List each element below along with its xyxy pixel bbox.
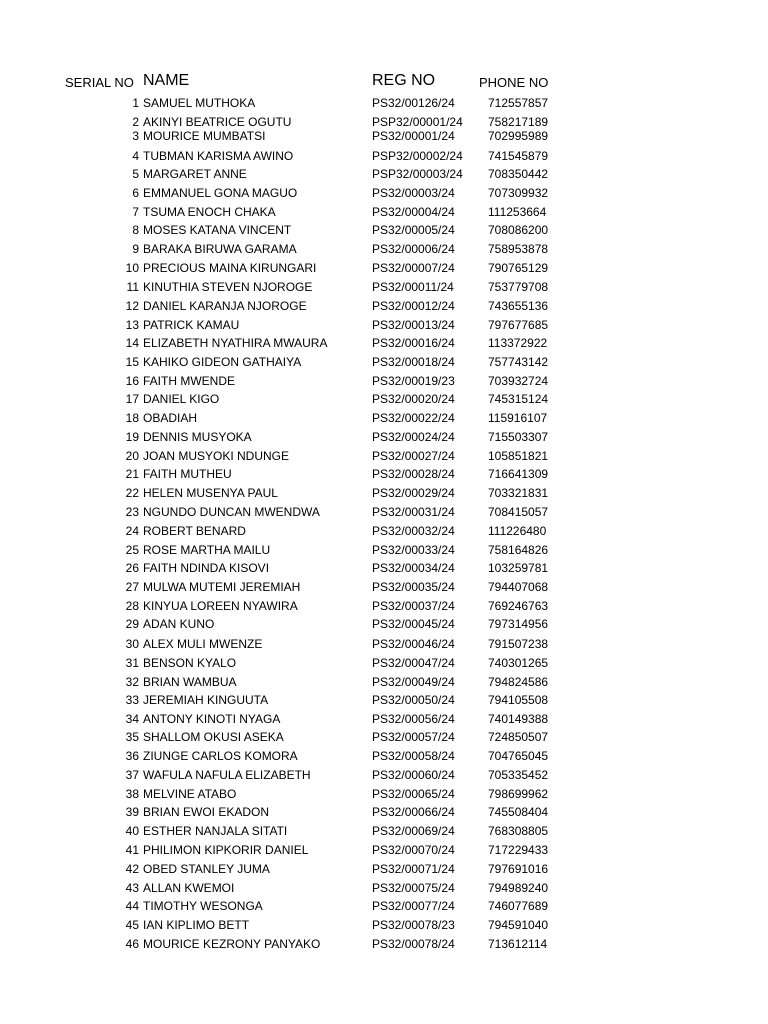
phone-no-cell: 705335452 xyxy=(488,768,549,782)
phone-no-cell: 113372922 xyxy=(488,336,548,350)
serial-number-cell: 7 xyxy=(132,205,139,219)
serial-number-cell: 3 xyxy=(132,129,139,143)
name-cell: ROSE MARTHA MAILU xyxy=(143,543,271,557)
phone-no-cell: 103259781 xyxy=(488,561,549,575)
phone-no-cell: 753779708 xyxy=(488,280,549,294)
phone-no-cell: 708415057 xyxy=(488,505,549,519)
reg-no-cell: PS32/00078/23 xyxy=(372,918,455,932)
list-row xyxy=(0,823,768,839)
reg-no-cell: PS32/00024/24 xyxy=(372,430,455,444)
name-cell: ROBERT BENARD xyxy=(143,524,246,538)
name-cell: BENSON KYALO xyxy=(143,656,237,670)
name-cell: ANTONY KINOTI NYAGA xyxy=(143,712,281,726)
serial-number-cell: 44 xyxy=(125,899,139,913)
name-cell: SAMUEL MUTHOKA xyxy=(143,96,256,110)
serial-number-cell: 32 xyxy=(125,675,139,689)
phone-no-cell: 712557857 xyxy=(488,96,549,110)
list-row xyxy=(0,636,768,652)
phone-no-cell: 768308805 xyxy=(488,824,549,838)
list-row xyxy=(0,917,768,933)
reg-no-cell: PSP32/00002/24 xyxy=(372,149,463,163)
phone-no-cell: 794591040 xyxy=(488,918,549,932)
name-header: NAME xyxy=(143,72,190,89)
phone-no-cell: 797314956 xyxy=(488,617,549,631)
list-row xyxy=(0,95,768,111)
list-row xyxy=(0,204,768,220)
reg-no-cell: PS32/00001/24 xyxy=(372,129,455,143)
serial-number-cell: 17 xyxy=(125,392,139,406)
name-cell: PRECIOUS MAINA KIRUNGARI xyxy=(143,261,317,275)
phone-no-cell: 111253664 xyxy=(488,205,547,219)
phone-no-cell: 758953878 xyxy=(488,242,549,256)
reg-no-cell: PS32/00004/24 xyxy=(372,205,455,219)
list-row xyxy=(0,260,768,276)
phone-no-cell: 790765129 xyxy=(488,261,549,275)
name-cell: TUBMAN KARISMA AWINO xyxy=(143,149,294,163)
list-row xyxy=(0,373,768,389)
serial-number-cell: 42 xyxy=(125,862,139,876)
name-cell: ADAN KUNO xyxy=(143,617,215,631)
name-cell: AKINYI BEATRICE OGUTU xyxy=(143,115,292,129)
serial-number-cell: 46 xyxy=(125,937,139,951)
list-row xyxy=(0,655,768,671)
reg-no-cell: PS32/00050/24 xyxy=(372,693,455,707)
phone-no-cell: 740149388 xyxy=(488,712,549,726)
serial-number-cell: 30 xyxy=(125,637,139,651)
list-row xyxy=(0,880,768,896)
reg-no-cell: PS32/00071/24 xyxy=(372,862,455,876)
list-row xyxy=(0,804,768,820)
phone-no-cell: 746077689 xyxy=(488,899,549,913)
list-row xyxy=(0,485,768,501)
serial-number-cell: 34 xyxy=(125,712,139,726)
serial-number-cell: 40 xyxy=(125,824,139,838)
name-cell: KAHIKO GIDEON GATHAIYA xyxy=(143,355,302,369)
name-cell: JOAN MUSYOKI NDUNGE xyxy=(143,449,290,463)
reg-no-cell: PS32/00034/24 xyxy=(372,561,455,575)
serial-number-cell: 25 xyxy=(125,543,139,557)
serial-number-cell: 23 xyxy=(125,505,139,519)
serial-number-cell: 35 xyxy=(125,730,139,744)
name-cell: FAITH MUTHEU xyxy=(143,467,232,481)
list-row xyxy=(0,729,768,745)
serial-number-cell: 11 xyxy=(126,280,139,294)
name-cell: ZIUNGE CARLOS KOMORA xyxy=(143,749,298,763)
reg-no-cell: PS32/00011/24 xyxy=(372,280,454,294)
name-cell: ELIZABETH NYATHIRA MWAURA xyxy=(143,336,328,350)
list-row xyxy=(0,222,768,238)
list-row xyxy=(0,598,768,614)
name-cell: SHALLOM OKUSI ASEKA xyxy=(143,730,284,744)
reg-no-cell: PS32/00032/24 xyxy=(372,524,455,538)
phone-no-cell: 794407068 xyxy=(488,580,549,594)
list-row xyxy=(0,898,768,914)
list-row xyxy=(0,936,768,952)
name-cell: OBED STANLEY JUMA xyxy=(143,862,270,876)
list-row xyxy=(0,185,768,201)
list-row xyxy=(0,317,768,333)
phone-no-cell: 797677685 xyxy=(488,318,549,332)
name-cell: MARGARET ANNE xyxy=(143,167,247,181)
name-cell: EMMANUEL GONA MAGUO xyxy=(143,186,298,200)
phone-no-cell: 745508404 xyxy=(488,805,549,819)
reg-no-cell: PS32/00033/24 xyxy=(372,543,455,557)
serial-number-cell: 19 xyxy=(125,430,139,444)
phone-no-cell: 794824586 xyxy=(488,675,549,689)
list-row xyxy=(0,767,768,783)
reg-no-cell: PS32/00065/24 xyxy=(372,787,455,801)
name-cell: FAITH NDINDA KISOVI xyxy=(143,561,270,575)
serial-number-cell: 29 xyxy=(125,617,139,631)
name-cell: IAN KIPLIMO BETT xyxy=(143,918,250,932)
name-cell: BARAKA BIRUWA GARAMA xyxy=(143,242,297,256)
phone-no-cell: 704765045 xyxy=(488,749,549,763)
list-row xyxy=(0,241,768,257)
name-cell: BRIAN WAMBUA xyxy=(143,675,237,689)
phone-no-cell: 745315124 xyxy=(488,392,549,406)
list-row xyxy=(0,429,768,445)
reg-no-cell: PS32/00031/24 xyxy=(372,505,455,519)
serial-number-cell: 1 xyxy=(132,96,139,110)
name-cell: MOSES KATANA VINCENT xyxy=(143,223,292,237)
reg-no-cell: PS32/00006/24 xyxy=(372,242,455,256)
name-cell: OBADIAH xyxy=(143,411,198,425)
serial-no-header: SERIAL NO xyxy=(65,75,134,90)
name-cell: WAFULA NAFULA ELIZABETH xyxy=(143,768,311,782)
serial-number-cell: 45 xyxy=(125,918,139,932)
phone-no-cell: 741545879 xyxy=(488,149,549,163)
reg-no-cell: PS32/00022/24 xyxy=(372,411,455,425)
serial-number-cell: 20 xyxy=(125,449,139,463)
reg-no-cell: PS32/00078/24 xyxy=(372,937,455,951)
phone-no-cell: 717229433 xyxy=(488,843,549,857)
reg-no-cell: PS32/00003/24 xyxy=(372,186,455,200)
serial-number-cell: 9 xyxy=(132,242,139,256)
serial-number-cell: 41 xyxy=(125,843,139,857)
reg-no-cell: PS32/00070/24 xyxy=(372,843,455,857)
reg-no-cell: PS32/00029/24 xyxy=(372,486,455,500)
name-cell: MELVINE ATABO xyxy=(143,787,237,801)
phone-no-cell: 743655136 xyxy=(488,299,549,313)
name-cell: TIMOTHY WESONGA xyxy=(143,899,263,913)
reg-no-cell: PS32/00057/24 xyxy=(372,730,455,744)
reg-no-cell: PS32/00018/24 xyxy=(372,355,455,369)
name-cell: DANIEL KIGO xyxy=(143,392,220,406)
list-row xyxy=(0,128,768,144)
name-cell: ESTHER NANJALA SITATI xyxy=(143,824,288,838)
phone-no-cell: 702995989 xyxy=(488,129,549,143)
list-row xyxy=(0,711,768,727)
name-cell: BRIAN EWOI EKADON xyxy=(143,805,270,819)
list-row xyxy=(0,560,768,576)
serial-number-cell: 28 xyxy=(125,599,139,613)
list-row xyxy=(0,448,768,464)
name-cell: MULWA MUTEMI JEREMIAH xyxy=(143,580,301,594)
name-cell: ALLAN KWEMOI xyxy=(143,881,235,895)
list-row xyxy=(0,148,768,164)
name-cell: KINUTHIA STEVEN NJOROGE xyxy=(143,280,313,294)
serial-number-cell: 33 xyxy=(125,693,139,707)
reg-no-header: REG NO xyxy=(372,72,436,89)
reg-no-cell: PS32/00056/24 xyxy=(372,712,455,726)
list-row xyxy=(0,861,768,877)
name-cell: ALEX MULI MWENZE xyxy=(143,637,263,651)
serial-number-cell: 43 xyxy=(125,881,139,895)
phone-no-cell: 757743142 xyxy=(488,355,549,369)
serial-number-cell: 8 xyxy=(132,223,139,237)
serial-number-cell: 38 xyxy=(125,787,139,801)
serial-number-cell: 4 xyxy=(132,149,139,163)
phone-no-cell: 708086200 xyxy=(488,223,549,237)
reg-no-cell: PS32/00049/24 xyxy=(372,675,455,689)
phone-no-cell: 703932724 xyxy=(488,374,549,388)
name-cell: PHILIMON KIPKORIR DANIEL xyxy=(143,843,309,857)
reg-no-cell: PS32/00060/24 xyxy=(372,768,455,782)
list-row xyxy=(0,579,768,595)
reg-no-cell: PS32/00027/24 xyxy=(372,449,455,463)
phone-no-cell: 105851821 xyxy=(488,449,549,463)
name-cell: DANIEL KARANJA NJOROGE xyxy=(143,299,307,313)
serial-number-cell: 10 xyxy=(125,261,139,275)
serial-number-cell: 22 xyxy=(125,486,139,500)
list-row xyxy=(0,616,768,632)
reg-no-cell: PS32/00126/24 xyxy=(372,96,455,110)
name-cell: DENNIS MUSYOKA xyxy=(143,430,252,444)
name-cell: HELEN MUSENYA PAUL xyxy=(143,486,278,500)
phone-no-cell: 724850507 xyxy=(488,730,549,744)
reg-no-cell: PS32/00045/24 xyxy=(372,617,455,631)
serial-number-cell: 27 xyxy=(125,580,139,594)
list-row xyxy=(0,466,768,482)
list-row xyxy=(0,298,768,314)
phone-no-cell: 797691016 xyxy=(488,862,549,876)
phone-no-header: PHONE NO xyxy=(479,75,549,90)
serial-number-cell: 12 xyxy=(125,299,139,313)
name-cell: TSUMA ENOCH CHAKA xyxy=(143,205,276,219)
reg-no-cell: PS32/00077/24 xyxy=(372,899,455,913)
phone-no-cell: 111226480 xyxy=(488,524,547,538)
reg-no-cell: PS32/00069/24 xyxy=(372,824,455,838)
phone-no-cell: 707309932 xyxy=(488,186,549,200)
phone-no-cell: 791507238 xyxy=(488,637,549,651)
list-row xyxy=(0,674,768,690)
phone-no-cell: 716641309 xyxy=(488,467,549,481)
serial-number-cell: 26 xyxy=(125,561,139,575)
reg-no-cell: PS32/00075/24 xyxy=(372,881,455,895)
reg-no-cell: PS32/00046/24 xyxy=(372,637,455,651)
phone-no-cell: 703321831 xyxy=(488,486,549,500)
name-cell: FAITH MWENDE xyxy=(143,374,235,388)
serial-number-cell: 13 xyxy=(125,318,139,332)
list-row xyxy=(0,279,768,295)
reg-no-cell: PSP32/00003/24 xyxy=(372,167,463,181)
serial-number-cell: 24 xyxy=(125,524,139,538)
serial-number-cell: 16 xyxy=(125,374,139,388)
phone-no-cell: 740301265 xyxy=(488,656,549,670)
reg-no-cell: PS32/00047/24 xyxy=(372,656,455,670)
list-row xyxy=(0,391,768,407)
reg-no-cell: PS32/00005/24 xyxy=(372,223,455,237)
phone-no-cell: 713612114 xyxy=(488,937,548,951)
list-row xyxy=(0,504,768,520)
reg-no-cell: PS32/00028/24 xyxy=(372,467,455,481)
reg-no-cell: PS32/00019/23 xyxy=(372,374,455,388)
name-cell: JEREMIAH KINGUUTA xyxy=(143,693,269,707)
reg-no-cell: PS32/00035/24 xyxy=(372,580,455,594)
serial-number-cell: 21 xyxy=(125,467,139,481)
serial-number-cell: 37 xyxy=(125,768,139,782)
list-row xyxy=(0,523,768,539)
phone-no-cell: 758217189 xyxy=(488,115,549,129)
reg-no-cell: PS32/00058/24 xyxy=(372,749,455,763)
list-row xyxy=(0,786,768,802)
list-row xyxy=(0,842,768,858)
list-row xyxy=(0,410,768,426)
serial-number-cell: 31 xyxy=(125,656,139,670)
list-row xyxy=(0,748,768,764)
name-cell: PATRICK KAMAU xyxy=(143,318,240,332)
phone-no-cell: 708350442 xyxy=(488,167,549,181)
reg-no-cell: PS32/00013/24 xyxy=(372,318,455,332)
list-row xyxy=(0,166,768,182)
phone-no-cell: 794105508 xyxy=(488,693,549,707)
phone-no-cell: 715503307 xyxy=(488,430,549,444)
name-cell: NGUNDO DUNCAN MWENDWA xyxy=(143,505,320,519)
reg-no-cell: PS32/00020/24 xyxy=(372,392,455,406)
reg-no-cell: PS32/00012/24 xyxy=(372,299,455,313)
name-cell: MOURICE MUMBATSI xyxy=(143,129,266,143)
phone-no-cell: 769246763 xyxy=(488,599,549,613)
list-row xyxy=(0,354,768,370)
serial-number-cell: 36 xyxy=(125,749,139,763)
reg-no-cell: PS32/00037/24 xyxy=(372,599,455,613)
reg-no-cell: PS32/00066/24 xyxy=(372,805,455,819)
phone-no-cell: 794989240 xyxy=(488,881,549,895)
phone-no-cell: 758164826 xyxy=(488,543,549,557)
name-cell: KINYUA LOREEN NYAWIRA xyxy=(143,599,298,613)
reg-no-cell: PS32/00016/24 xyxy=(372,336,455,350)
serial-number-cell: 15 xyxy=(125,355,139,369)
serial-number-cell: 6 xyxy=(132,186,139,200)
serial-number-cell: 18 xyxy=(125,411,139,425)
phone-no-cell: 798699962 xyxy=(488,787,549,801)
serial-number-cell: 5 xyxy=(132,167,139,181)
list-row xyxy=(0,542,768,558)
name-cell: MOURICE KEZRONY PANYAKO xyxy=(143,937,321,951)
serial-number-cell: 39 xyxy=(125,805,139,819)
serial-number-cell: 2 xyxy=(132,115,139,129)
reg-no-cell: PSP32/00001/24 xyxy=(372,115,463,129)
reg-no-cell: PS32/00007/24 xyxy=(372,261,455,275)
list-row xyxy=(0,335,768,351)
list-row xyxy=(0,692,768,708)
serial-number-cell: 14 xyxy=(125,336,139,350)
phone-no-cell: 115916107 xyxy=(488,411,548,425)
